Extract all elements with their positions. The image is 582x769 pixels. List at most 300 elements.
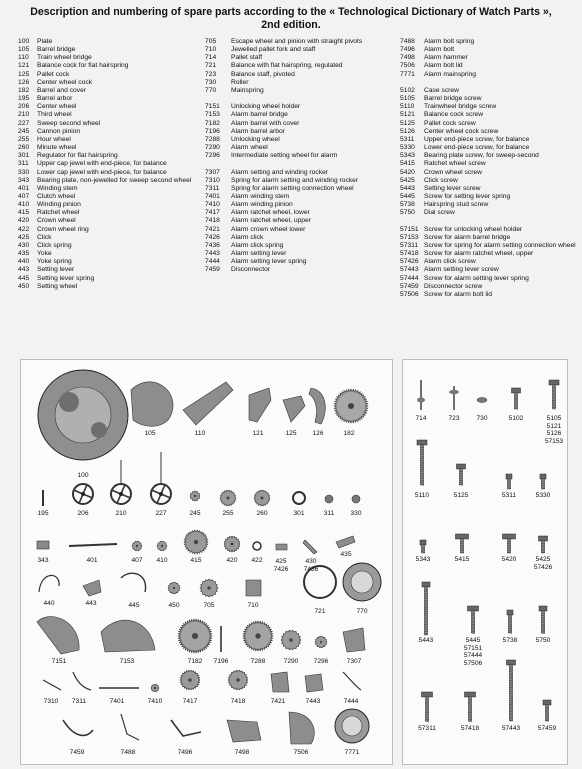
part-description: Alarm setting and winding rocker <box>231 168 329 176</box>
parts-list-row <box>400 234 578 242</box>
part-label: 714 <box>415 415 427 422</box>
part-description: Alarm bolt spring <box>424 38 475 45</box>
parts-list-row <box>18 177 210 185</box>
parts-list-row <box>205 226 402 234</box>
part-description: Plate <box>37 38 53 45</box>
part-description: Disconnector screw <box>424 282 483 290</box>
parts-list-row <box>205 258 402 266</box>
part-description: Alarm click spring <box>231 241 284 249</box>
part-description: Alarm winding stem <box>231 192 290 200</box>
parts-list-row <box>400 226 578 234</box>
parts-list-row <box>18 95 210 103</box>
part-description: Alarm barrel arbor <box>231 127 285 135</box>
part-number: 5126 <box>400 127 415 135</box>
bridge-drawing <box>37 617 79 654</box>
part-description: Alarm barrel with cover <box>231 119 300 127</box>
part-description: Yoke spring <box>37 258 72 266</box>
parts-list-row <box>18 120 210 128</box>
bridge-drawing <box>336 536 355 548</box>
part-description: Ratchet wheel <box>37 209 80 217</box>
screw-head-drawing <box>539 536 548 541</box>
part-number: 445 <box>18 274 30 282</box>
part-label: 5738 <box>502 637 518 644</box>
part-number: 7290 <box>205 144 220 152</box>
parts-list-row <box>18 160 210 168</box>
parts-list-row <box>400 111 578 119</box>
bridge-drawing <box>309 388 325 424</box>
screw-head-drawing <box>543 700 551 705</box>
part-label: 195 <box>37 510 49 517</box>
part-description: Lower end-piece screw, for balance <box>424 144 530 152</box>
part-number: 195 <box>18 95 30 103</box>
gear-hub-drawing <box>289 638 293 642</box>
parts-list-row <box>400 54 578 62</box>
part-number <box>400 217 424 225</box>
part-description: Ratchet wheel screw <box>424 160 486 168</box>
parts-list-row <box>400 71 578 79</box>
parts-list-row <box>18 201 210 209</box>
part-number: 57444 <box>400 274 419 282</box>
part-number: 343 <box>18 176 30 184</box>
part-label: 7401 <box>109 698 125 705</box>
part-number: 440 <box>18 258 30 266</box>
bridge-drawing <box>289 712 314 744</box>
parts-illustration-panel-screws <box>402 359 568 765</box>
part-description: Screw for alarm barrel bridge <box>424 233 511 241</box>
part-description: Pallet cock <box>37 70 70 78</box>
part-number: 5445 <box>400 192 415 200</box>
part-number: 7421 <box>205 225 220 233</box>
part-number: 7771 <box>400 70 415 78</box>
part-description: Click screw <box>424 176 458 184</box>
parts-list-row <box>400 242 578 250</box>
parts-list-row <box>400 217 578 225</box>
parts-list-row <box>205 46 402 54</box>
part-label: 721 <box>314 608 326 615</box>
parts-list-row <box>205 250 402 258</box>
screw-head-drawing <box>512 388 521 393</box>
bridge-drawing <box>303 540 317 554</box>
parts-list-row <box>400 275 578 283</box>
part-description: Center wheel <box>37 103 77 111</box>
part-number: 5125 <box>400 119 415 127</box>
parts-list-row <box>205 79 402 87</box>
title-line-1: Description and numbering of spare parts according to the « Technological Dictionary of Watch Parts », <box>30 6 552 18</box>
part-number: 7311 <box>205 184 220 192</box>
part-description: Minute wheel <box>37 144 77 152</box>
part-description: Alarm crown wheel lower <box>231 225 306 233</box>
gear-hub-drawing <box>192 633 198 639</box>
part-description: Barrel and cover <box>37 86 87 94</box>
part-number <box>205 160 231 168</box>
part-label: 5425 57426 <box>533 556 553 571</box>
screw-head-drawing <box>507 660 516 665</box>
part-number: 5311 <box>400 135 415 143</box>
part-description: Spring for alarm setting connection wheel <box>231 184 354 192</box>
screw-head-drawing <box>468 606 479 611</box>
part-number: 206 <box>18 103 30 111</box>
screw-head-drawing <box>503 534 516 539</box>
part-description: Intermediate setting wheel for alarm <box>231 152 338 160</box>
parts-list-row <box>18 283 210 291</box>
parts-list-row <box>18 242 210 250</box>
part-description: Sweep second wheel <box>37 119 101 127</box>
part-description: Crown wheel ring <box>37 225 89 233</box>
cap-jewel-drawing <box>352 495 360 503</box>
part-number: 57151 <box>400 225 419 233</box>
part-description <box>231 95 402 103</box>
part-description: Barrel arbor <box>37 95 73 103</box>
part-number: 210 <box>18 111 30 119</box>
screw-head-drawing <box>539 606 547 611</box>
page-title <box>0 6 582 32</box>
parts-list-row <box>205 266 402 274</box>
part-number: 7444 <box>205 258 220 266</box>
part-label: 5415 <box>454 556 470 563</box>
part-label: 245 <box>189 510 201 517</box>
part-number: 714 <box>205 54 217 62</box>
part-number: 260 <box>18 144 30 152</box>
part-description: Dial screw <box>424 209 455 217</box>
screw-head-drawing <box>456 534 469 539</box>
parts-list-row <box>205 177 402 185</box>
part-label: 100 <box>77 472 89 479</box>
part-label: 5330 <box>535 492 551 499</box>
screw-head-drawing <box>417 440 427 445</box>
part-label: 7296 <box>313 658 329 665</box>
wheel-hub-drawing <box>81 492 85 496</box>
part-number: 7153 <box>205 111 220 119</box>
part-description: Train wheel bridge <box>37 54 92 62</box>
title-line-2: 2nd edition. <box>261 19 321 31</box>
part-number: 407 <box>18 192 30 200</box>
part-number: 7506 <box>400 62 415 70</box>
parts-list-row <box>205 242 402 250</box>
screw-head-drawing <box>506 474 512 479</box>
part-label: 210 <box>115 510 127 517</box>
part-description: Hour wheel <box>37 135 71 143</box>
spring-drawing <box>121 714 139 740</box>
part-description: Barrel bridge screw <box>424 95 482 103</box>
part-label: 5102 <box>508 415 524 422</box>
parts-list-row <box>18 46 210 54</box>
part-label: 7498 <box>234 749 250 756</box>
part-label: 7290 <box>283 658 299 665</box>
parts-list-row <box>205 217 402 225</box>
part-number: 5105 <box>400 95 415 103</box>
part-label: 401 <box>86 557 98 564</box>
part-description: Unlocking wheel holder <box>231 103 301 111</box>
part-description: Balance cock for flat hairspring <box>37 62 129 70</box>
gear-hub-drawing <box>348 403 354 409</box>
part-description: Disconnector <box>231 266 271 274</box>
bridge-drawing <box>246 580 261 596</box>
part-number: 450 <box>18 282 30 290</box>
part-description: Clutch wheel <box>37 192 76 200</box>
part-description <box>424 217 578 225</box>
part-description: Crown wheel <box>37 217 76 225</box>
screw-shank-drawing <box>509 665 512 721</box>
part-description: Alarm wheel <box>231 144 268 152</box>
parts-list-column-1 <box>18 38 210 291</box>
part-label: 5125 <box>453 492 469 499</box>
part-number: 425 <box>18 233 30 241</box>
part-number: 7418 <box>205 217 220 225</box>
parts-list-row <box>205 193 402 201</box>
part-number: 121 <box>18 62 30 70</box>
part-label: 710 <box>247 602 259 609</box>
parts-list-row <box>205 136 402 144</box>
parts-list-row <box>18 275 210 283</box>
part-number: 182 <box>18 86 30 94</box>
part-label: 343 <box>37 557 49 564</box>
part-description: Pallet cock screw <box>424 119 476 127</box>
gear-hub-drawing <box>154 687 156 689</box>
parts-list-row <box>205 38 402 46</box>
screw-head-drawing <box>549 380 559 385</box>
screw-head-drawing <box>422 582 430 587</box>
part-description: Upper cap jewel with end-piece, for balance <box>37 160 167 168</box>
spring-drawing <box>121 573 146 592</box>
spring-drawing <box>343 672 361 690</box>
parts-list-row <box>18 103 210 111</box>
parts-list-row <box>18 38 210 46</box>
part-label: 7151 <box>51 658 67 665</box>
part-label: 730 <box>476 415 488 422</box>
part-number: 125 <box>18 70 30 78</box>
part-description: Case screw <box>424 86 459 94</box>
bridge-drawing <box>83 580 101 596</box>
part-number: 57459 <box>400 282 419 290</box>
gear-hub-drawing <box>188 678 192 682</box>
part-label: 125 <box>285 430 297 437</box>
parts-list-row <box>400 46 578 54</box>
part-description: Click <box>37 233 52 241</box>
part-label: 7417 <box>182 698 198 705</box>
part-label: 7310 <box>43 698 59 705</box>
part-description: Balance cock screw <box>424 111 484 119</box>
part-description: Alarm mainspring <box>424 70 477 78</box>
part-number: 770 <box>205 86 217 94</box>
part-label: 7418 <box>230 698 246 705</box>
part-number: 7296 <box>205 152 220 160</box>
part-number: 5121 <box>400 111 415 119</box>
bridge-drawing <box>343 628 365 652</box>
part-number: 7488 <box>400 38 415 45</box>
gear-hub-drawing <box>194 495 196 497</box>
parts-list-row <box>18 258 210 266</box>
part-description: Alarm hammer <box>424 54 468 62</box>
parts-list-row <box>400 209 578 217</box>
part-label: 5445 57151 57444 57506 <box>463 637 483 667</box>
part-description: Balance with flat hairspring, regulated <box>231 62 343 70</box>
parts-list-row <box>400 95 578 103</box>
gear-hub-drawing <box>231 543 234 546</box>
parts-list-row <box>400 266 578 274</box>
parts-list-row <box>18 87 210 95</box>
part-number: 311 <box>18 160 29 168</box>
part-number: 5102 <box>400 86 415 94</box>
part-description: Trainwheel bridge screw <box>424 103 497 111</box>
part-label: 705 <box>203 602 215 609</box>
part-number: 5425 <box>400 176 415 184</box>
part-label: 5311 <box>501 492 517 499</box>
part-description: Crown wheel screw <box>424 168 482 176</box>
part-label: 435 <box>340 551 352 558</box>
part-description: Setting lever <box>37 266 75 274</box>
parts-list-row <box>18 79 210 87</box>
part-label: 110 <box>194 430 206 437</box>
part-description: Screw for setting lever spring <box>424 192 511 200</box>
gear-hub-drawing <box>227 497 230 500</box>
part-number: 5110 <box>400 103 415 111</box>
part-label: 57418 <box>460 725 480 732</box>
parts-list-row <box>400 169 578 177</box>
pallet-staff-collet-drawing <box>417 398 425 403</box>
parts-list-row <box>205 160 402 168</box>
part-label: 5750 <box>535 637 551 644</box>
part-number: 227 <box>18 119 30 127</box>
parts-list-row <box>400 250 578 258</box>
part-number: 7401 <box>205 192 220 200</box>
part-number: 5443 <box>400 184 415 192</box>
part-description: Screw for unlocking wheel holder <box>424 225 523 233</box>
part-description: Mainspring <box>231 86 264 94</box>
part-label: 407 <box>131 557 143 564</box>
parts-list-row <box>400 291 578 299</box>
part-label: 311 <box>323 510 335 517</box>
parts-list-column-3 <box>400 38 578 299</box>
parts-list-row <box>205 169 402 177</box>
parts-list-row <box>205 87 402 95</box>
regulator-drawing <box>293 492 305 504</box>
part-description: Alarm ratchet wheel, lower <box>231 209 310 217</box>
parts-list-row <box>400 193 578 201</box>
part-number: 723 <box>205 70 217 78</box>
part-number: 705 <box>205 38 217 45</box>
part-number: 7496 <box>400 46 415 54</box>
bridge-drawing <box>131 382 173 426</box>
parts-list-row <box>205 111 402 119</box>
parts-list-row <box>18 111 210 119</box>
part-number: 7196 <box>205 127 220 135</box>
part-description: Screw for alarm setting lever spring <box>424 274 529 282</box>
parts-list-row <box>205 201 402 209</box>
parts-list-row <box>400 201 578 209</box>
part-number: 57418 <box>400 250 419 258</box>
part-description: Bearing plate screw, for sweep-second <box>424 152 539 160</box>
part-description: Alarm barrel bridge <box>231 111 288 119</box>
part-description: Regulator for flat hairspring <box>37 152 118 160</box>
part-label: 430 7436 <box>303 558 319 573</box>
part-label: 7307 <box>346 658 362 665</box>
part-label: 330 <box>350 510 362 517</box>
gear-hub-drawing <box>236 678 240 682</box>
part-description: Barrel bridge <box>37 46 76 54</box>
parts-list-row <box>205 62 402 70</box>
parts-list-row <box>205 209 402 217</box>
bridge-drawing <box>283 396 305 422</box>
gear-hub-drawing <box>173 587 175 589</box>
part-label: 182 <box>343 430 355 437</box>
part-label: 57443 <box>501 725 521 732</box>
part-label: 770 <box>356 608 368 615</box>
part-number: 330 <box>18 168 30 176</box>
gear-hub-drawing <box>136 545 138 547</box>
part-label: 723 <box>448 415 460 422</box>
parts-list-row <box>400 283 578 291</box>
alarm-mainspring-core-drawing <box>342 716 362 736</box>
part-description: Bearing plate, non-jewelled for sweep second wheel <box>37 176 192 184</box>
bearing-plate-drawing <box>37 541 49 549</box>
parts-list-row <box>18 128 210 136</box>
part-label: 420 <box>226 557 238 564</box>
part-label: 7410 <box>147 698 163 705</box>
part-number: 7417 <box>205 209 220 217</box>
part-description: Screw for alarm ratchet wheel, upper <box>424 250 534 258</box>
part-number: 721 <box>205 62 217 70</box>
part-number: 5343 <box>400 152 415 160</box>
parts-list-row <box>18 144 210 152</box>
part-label: 206 <box>77 510 89 517</box>
screw-head-drawing <box>420 540 426 545</box>
part-label: 260 <box>256 510 268 517</box>
gear-hub-drawing <box>161 545 163 547</box>
screw-shank-drawing <box>541 541 544 553</box>
parts-list-row <box>400 87 578 95</box>
part-description: Winding pinion <box>37 201 81 209</box>
part-description <box>424 79 578 87</box>
part-number: 401 <box>18 184 30 192</box>
part-description: Alarm bolt lid <box>424 62 463 70</box>
part-number: 5420 <box>400 168 415 176</box>
part-description: Alarm setting lever <box>231 250 287 258</box>
part-number: 415 <box>18 209 30 217</box>
part-label: 422 <box>251 557 263 564</box>
gear-hub-drawing <box>207 586 210 589</box>
parts-list-row <box>18 54 210 62</box>
parts-list-row <box>18 152 210 160</box>
part-label: 7196 <box>213 658 229 665</box>
part-description: Setting lever spring <box>37 274 95 282</box>
bolt-drawing <box>171 720 201 736</box>
part-description: Pallet staff <box>231 54 263 62</box>
part-label: 7288 <box>250 658 266 665</box>
parts-list-row <box>18 169 210 177</box>
parts-list-row <box>400 62 578 70</box>
bridge-drawing <box>101 620 155 652</box>
parts-list-row <box>18 217 210 225</box>
ring-drawing <box>253 542 261 550</box>
part-description <box>231 160 402 168</box>
parts-list-row <box>400 38 578 46</box>
parts-list-row <box>18 250 210 258</box>
parts-list-row <box>400 103 578 111</box>
part-label: 7488 <box>120 749 136 756</box>
part-label: 7153 <box>119 658 135 665</box>
parts-list-row <box>400 128 578 136</box>
part-number: 7498 <box>400 54 415 62</box>
parts-list-row <box>205 185 402 193</box>
part-label: 5443 <box>418 637 434 644</box>
part-number: 301 <box>18 152 30 160</box>
part-number: 7443 <box>205 250 220 258</box>
gear-hub-drawing <box>261 497 264 500</box>
screw-head-drawing <box>465 692 476 697</box>
parts-list-row <box>400 144 578 152</box>
part-label: 5420 <box>501 556 517 563</box>
part-description: Setting wheel <box>37 282 78 290</box>
